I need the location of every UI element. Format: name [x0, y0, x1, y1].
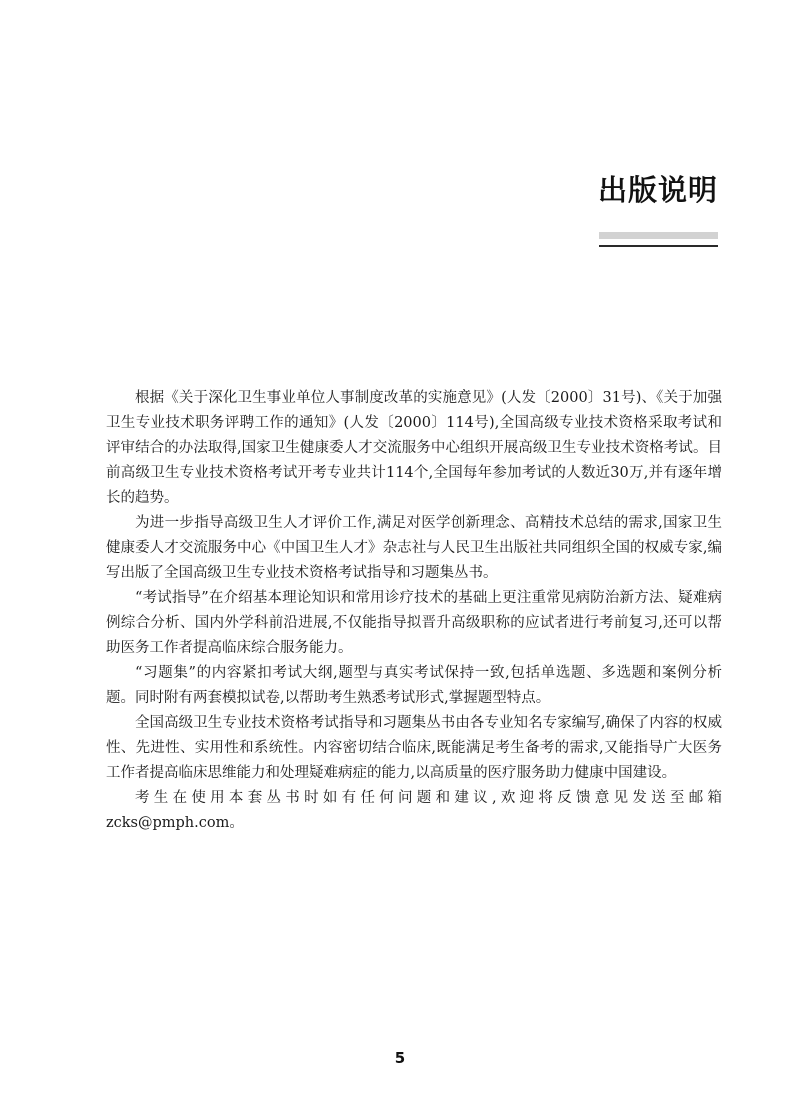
paragraph-authority: 全国高级卫生专业技术资格考试指导和习题集丛书由各专业知名专家编写,确保了内容的权威性、先进性、实用性和系统性。内容密切结合临床,既能满足考生备考的需求,又能指导广大医务工作者提高临床思维能力和处理疑难病症的能力,以高质量的医疗服务助力健康中国建设。: [106, 715, 722, 781]
paragraph-background: 根据《关于深化卫生事业单位人事制度改革的实施意见》(人发〔2000〕31号)、《关于加强卫生专业技术职务评聘工作的通知》(人发〔2000〕114号),全国高级专业技术资格采取考试和评审结合的办法取得,国家卫生健康委人才交流服务中心组织开展高级卫生专业技术资格考试。目前高级卫生专业技术资格考试开考专业共计114个,全国每年参加考试的人数近30万,并有逐年增长的趋势。: [106, 390, 722, 506]
body-text: [106, 386, 722, 836]
page-title: 出版说明: [597, 173, 718, 207]
paragraph-exam-guide: “考试指导”在介绍基本理论知识和常用诊疗技术的基础上更注重常见病防治新方法、疑难病例综合分析、国内外学科前沿进展,不仅能指导拟晋升高级职称的应试者进行考前复习,还可以帮助医务工作者提高临床综合服务能力。: [106, 590, 722, 656]
title-underline-thin: [599, 245, 718, 247]
paragraph-feedback: 考生在使用本套丛书时如有任何问题和建议,欢迎将反馈意见发送至邮箱zcks@pmph.com。: [106, 790, 722, 831]
page-number: 5: [394, 1049, 406, 1067]
paragraph-exercise-book: “习题集”的内容紧扣考试大纲,题型与真实考试保持一致,包括单选题、多选题和案例分析题。同时附有两套模拟试卷,以帮助考生熟悉考试形式,掌握题型特点。: [106, 665, 722, 706]
title-underline-thick: [599, 232, 718, 239]
paragraph-purpose: 为进一步指导高级卫生人才评价工作,满足对医学创新理念、高精技术总结的需求,国家卫生健康委人才交流服务中心《中国卫生人才》杂志社与人民卫生出版社共同组织全国的权威专家,编写出版了全国高级卫生专业技术资格考试指导和习题集丛书。: [106, 515, 722, 581]
